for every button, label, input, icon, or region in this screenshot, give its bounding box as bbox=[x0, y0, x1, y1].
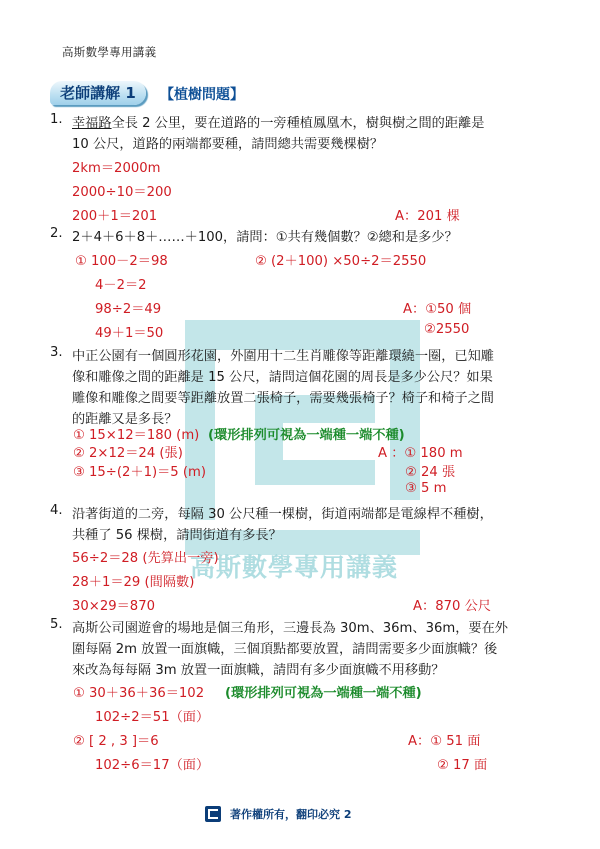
q5-answer-1: A：① 51 面 bbox=[408, 734, 481, 749]
q1-line2: 10 公尺，道路的兩端都要種，請問總共需要幾棵樹？ bbox=[72, 137, 384, 152]
q2-work-right: ② (2＋100) ×50÷2＝2550 bbox=[255, 254, 427, 269]
q2-number: 2. bbox=[50, 226, 63, 241]
q1-answer: A：201 棵 bbox=[395, 209, 460, 224]
q2-work-1: ① 100－2＝98 bbox=[75, 254, 168, 269]
q3-line2: 像和雕像之間的距離是 15 公尺，請問這個花園的周長是多少公尺？如果 bbox=[72, 370, 493, 385]
q1-work-2: 2000÷10＝200 bbox=[72, 185, 172, 200]
section-badge: 老師講解 1 bbox=[50, 81, 146, 105]
q5-work-3: ② [ 2 , 3 ]＝6 bbox=[73, 734, 159, 749]
q4-line1: 沿著街道的二旁，每隔 30 公尺種一棵樹，街道兩端都是電線桿不種樹， bbox=[72, 507, 493, 522]
q1-line1 bbox=[72, 112, 484, 131]
q1-road-name: 幸福路 bbox=[72, 116, 112, 131]
page-header: 高斯數學專用講義 bbox=[62, 45, 157, 59]
q3-work-3: ③ 15÷(2＋1)＝5 (m) bbox=[73, 465, 207, 480]
q3-work-1: ① 15×12＝180 (m) bbox=[73, 428, 200, 443]
q1-work-1: 2km＝2000m bbox=[72, 161, 161, 176]
q3-line1: 中正公園有一個圓形花園，外圍用十二生肖雕像等距離環繞一圈，已知雕 bbox=[72, 349, 494, 364]
q4-answer: A：870 公尺 bbox=[413, 599, 491, 614]
q3-number: 3. bbox=[50, 345, 63, 360]
q5-line3: 來改為每每隔 3m 放置一面旗幟，請問有多少面旗幟不用移動？ bbox=[72, 663, 445, 678]
q3-line3: 雕像和雕像之間要等距離放置二張椅子，需要幾張椅子？椅子和椅子之間 bbox=[72, 391, 494, 406]
q2-work-2: 4－2＝2 bbox=[95, 278, 147, 293]
q5-work-1: ① 30＋36＋36＝102 bbox=[73, 686, 205, 701]
q5-answer-2: ② 17 面 bbox=[437, 758, 488, 773]
q3-line4: 的距離又是多長？ bbox=[72, 412, 178, 427]
q2-work-3: 98÷2＝49 bbox=[95, 302, 162, 317]
q4-line2: 共種了 56 棵樹，請問街道有多長？ bbox=[72, 528, 282, 543]
q1-number: 1. bbox=[50, 112, 63, 127]
q3-answer-3: ③ 5 m bbox=[405, 481, 447, 496]
q3-note: (環形排列可視為一端種一端不種) bbox=[208, 428, 405, 443]
page-footer: 著作權所有，翻印必究 2 bbox=[230, 808, 352, 821]
q5-note: (環形排列可視為一端種一端不種) bbox=[225, 686, 422, 701]
q5-line1: 高斯公司園遊會的場地是個三角形，三邊長為 30m、36m、36m，要在外 bbox=[72, 621, 508, 636]
q4-number: 4. bbox=[50, 503, 63, 518]
q2-text: 2＋4＋6＋8＋……＋100，請問：①共有幾個數？②總和是多少？ bbox=[72, 230, 458, 245]
q2-answer-2: ②2550 bbox=[424, 322, 470, 337]
q1-work-3: 200＋1＝201 bbox=[72, 209, 158, 224]
q3-answer-1: A ：① 180 m bbox=[378, 446, 463, 461]
q2-work-4: 49＋1＝50 bbox=[95, 326, 164, 341]
section-topic: 【植樹問題】 bbox=[160, 87, 244, 103]
q3-work-2: ② 2×12＝24 (張) bbox=[73, 446, 183, 461]
q4-work-3: 30×29＝870 bbox=[72, 599, 155, 614]
q1-line1-rest: 全長 2 公里，要在道路的一旁種植鳳凰木，樹與樹之間的距離是 bbox=[111, 116, 485, 131]
watermark-text: 高斯數學專用講義 bbox=[190, 553, 399, 582]
q5-number: 5. bbox=[50, 617, 63, 632]
q4-work-1: 56÷2＝28 (先算出一旁) bbox=[72, 551, 219, 566]
q5-work-4: 102÷6＝17（面） bbox=[95, 758, 210, 773]
q4-work-2: 28＋1＝29 (間隔數) bbox=[72, 575, 195, 590]
q3-answer-2: ② 24 張 bbox=[405, 465, 456, 480]
q5-work-2: 102÷2＝51（面） bbox=[95, 710, 210, 725]
q2-answer-1: A：①50 個 bbox=[403, 302, 472, 317]
q5-line2: 圍每隔 2m 放置一面旗幟，三個頂點都要放置，請問需要多少面旗幟？後 bbox=[72, 642, 498, 657]
footer-logo-icon bbox=[205, 806, 221, 822]
